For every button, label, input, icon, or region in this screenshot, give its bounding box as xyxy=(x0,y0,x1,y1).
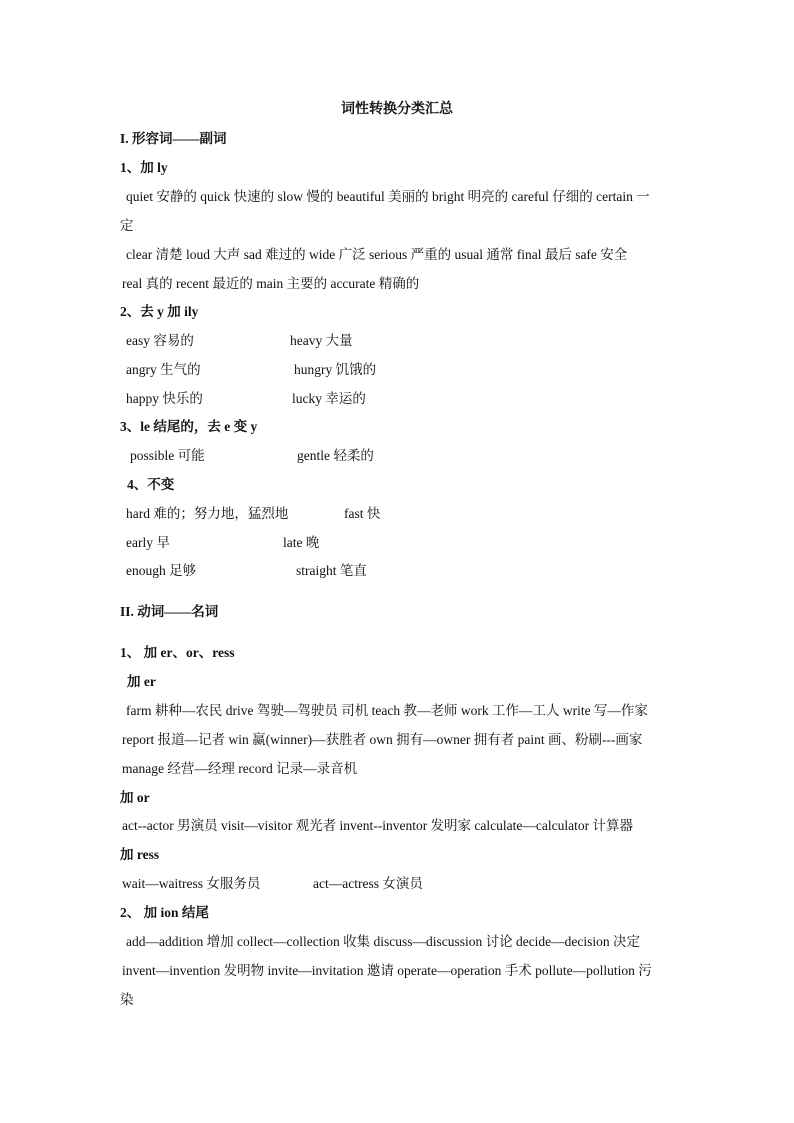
subsection-1-1-heading: 1、加 ly xyxy=(120,160,168,175)
text-line: quiet 安静的 quick 快速的 slow 慢的 beautiful 美丽的 bright 明亮的 careful 仔细的 certain 一 xyxy=(126,189,650,204)
text-line: 定 xyxy=(120,218,134,233)
document-title: 词性转换分类汇总 xyxy=(341,102,453,117)
word-pair-right: lucky 幸运的 xyxy=(292,391,366,406)
word-pair-right: gentle 轻柔的 xyxy=(297,448,374,463)
word-pair-left: early 早 xyxy=(126,535,170,550)
section-1-heading: I. 形容词——副词 xyxy=(120,131,227,146)
word-pair-right: act—actress 女演员 xyxy=(313,876,423,891)
word-pair-left: easy 容易的 xyxy=(126,333,194,348)
text-line: act--actor 男演员 visit—visitor 观光者 invent--inventor 发明家 calculate—calculator 计算器 xyxy=(122,818,633,833)
subsection-1-2-heading: 2、去 y 加 ily xyxy=(120,304,199,319)
text-line: invent—invention 发明物 invite—invitation 邀请 operate—operation 手术 pollute—pollution 污 xyxy=(122,963,652,978)
text-line: report 报道—记者 win 赢(winner)—获胜者 own 拥有—owner 拥有者 paint 画、粉刷---画家 xyxy=(122,732,643,747)
word-pair-right: fast 快 xyxy=(344,506,381,521)
suffix-or-heading: 加 or xyxy=(120,790,150,805)
word-pair-left: angry 生气的 xyxy=(126,362,201,377)
text-line: 染 xyxy=(120,992,134,1007)
text-line: manage 经营—经理 record 记录—录音机 xyxy=(122,761,358,776)
suffix-ress-heading: 加 ress xyxy=(120,847,160,862)
word-pair-left: wait—waitress 女服务员 xyxy=(122,876,261,891)
subsection-2-2-heading: 2、 加 ion 结尾 xyxy=(120,905,209,920)
subsection-1-3-heading: 3、le 结尾的，去 e 变 y xyxy=(120,419,258,434)
word-pair-right: late 晚 xyxy=(283,535,320,550)
suffix-er-heading: 加 er xyxy=(127,674,156,689)
text-line: real 真的 recent 最近的 main 主要的 accurate 精确的 xyxy=(122,276,420,291)
word-pair-left: possible 可能 xyxy=(130,448,205,463)
text-line: farm 耕种—农民 drive 驾驶—驾驶员 司机 teach 教—老师 work 工作—工人 write 写—作家 xyxy=(126,703,648,718)
text-line: clear 清楚 loud 大声 sad 难过的 wide 广泛 serious 严重的 usual 通常 final 最后 safe 安全 xyxy=(126,247,628,262)
word-pair-right: hungry 饥饿的 xyxy=(294,362,377,377)
word-pair-right: straight 笔直 xyxy=(296,563,367,578)
word-pair-left: enough 足够 xyxy=(126,563,197,578)
word-pair-right: heavy 大量 xyxy=(290,333,353,348)
text-line: add—addition 增加 collect—collection 收集 discuss—discussion 讨论 decide—decision 决定 xyxy=(126,934,641,949)
word-pair-left: hard 难的；努力地，猛烈地 xyxy=(126,506,289,521)
subsection-1-4-heading: 4、不变 xyxy=(127,477,175,492)
word-pair-left: happy 快乐的 xyxy=(126,391,203,406)
subsection-2-1-heading: 1、 加 er、or、ress xyxy=(120,645,235,660)
section-2-heading: II. 动词——名词 xyxy=(120,604,219,619)
